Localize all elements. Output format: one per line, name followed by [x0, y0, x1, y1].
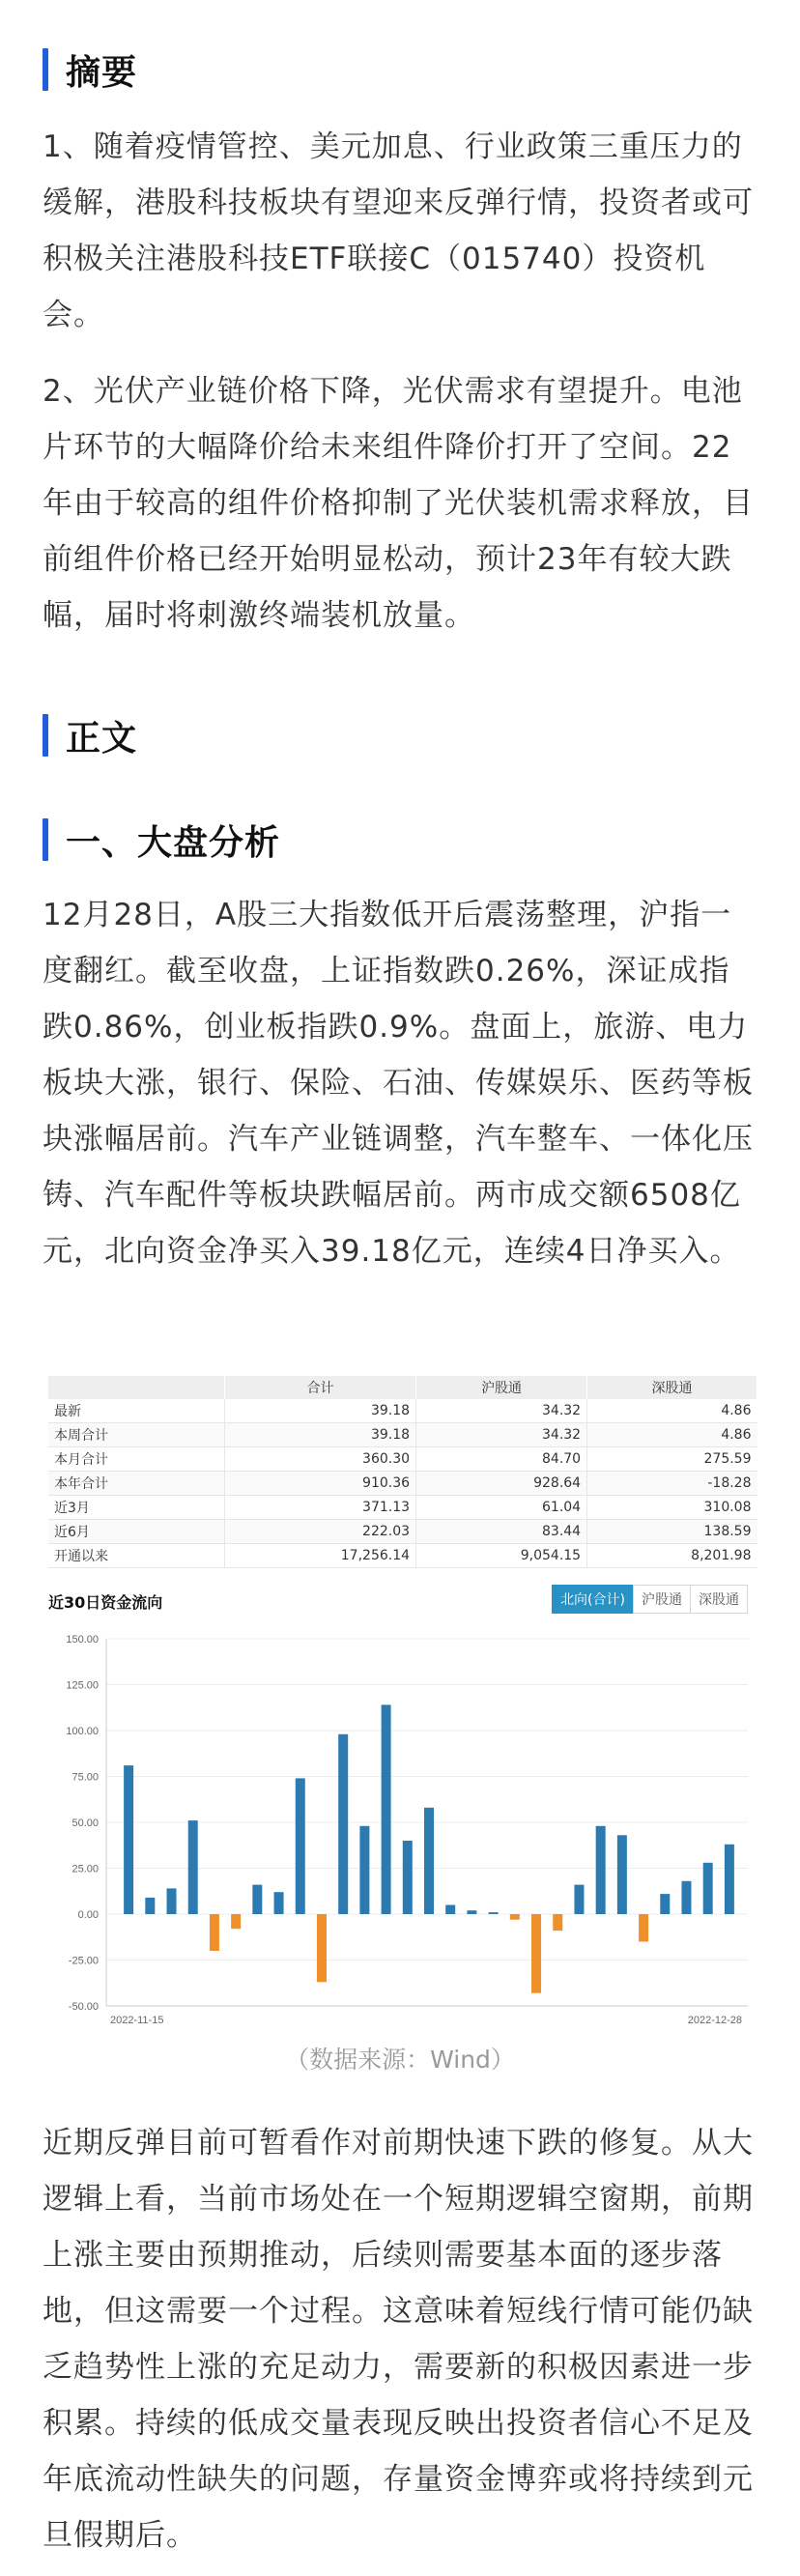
y-tick-label: -25.00: [68, 1955, 99, 1967]
table-row-label: 最新: [48, 1399, 225, 1423]
bar: [231, 1914, 241, 1929]
table-cell: 34.32: [416, 1423, 587, 1447]
northbound-summary-table: [48, 1376, 757, 1568]
table-cell: 928.64: [416, 1472, 587, 1496]
table-cell: 4.86: [587, 1423, 757, 1447]
bar: [596, 1826, 606, 1914]
body-heading-text: 正文: [66, 718, 138, 758]
bar: [424, 1808, 434, 1914]
table-row: [48, 1496, 757, 1520]
bar: [574, 1885, 584, 1914]
bar: [467, 1910, 476, 1914]
table-header: 合计: [225, 1376, 416, 1399]
table-header: [48, 1376, 225, 1399]
market-analysis-heading-text: 一、大盘分析: [66, 822, 281, 863]
table-row: [48, 1447, 757, 1472]
table-cell: 8,201.98: [587, 1544, 757, 1568]
northbound-flow-figure: [43, 1370, 757, 2033]
table-cell: 17,256.14: [225, 1544, 416, 1568]
y-tick-label: 150.00: [66, 1634, 99, 1646]
bar: [445, 1905, 455, 1915]
bar: [639, 1914, 648, 1942]
table-cell: 138.59: [587, 1520, 757, 1544]
table-header: 沪股通: [416, 1376, 587, 1399]
table-row-label: 本年合计: [48, 1472, 225, 1496]
table-cell: 222.03: [225, 1520, 416, 1544]
table-row: [48, 1520, 757, 1544]
y-tick-label: 0.00: [77, 1909, 99, 1921]
table-row-label: 近3月: [48, 1496, 225, 1520]
bar: [124, 1765, 133, 1914]
flow-chart-title: 近30日资金流向: [48, 1593, 163, 1612]
table-row-label: 开通以来: [48, 1544, 225, 1568]
market-analysis-heading: [43, 815, 280, 865]
market-paragraph-1: [43, 887, 757, 1279]
table-body: [48, 1399, 757, 1568]
bar: [681, 1881, 691, 1914]
table-header-row: [48, 1376, 757, 1399]
table-cell: 39.18: [225, 1399, 416, 1423]
table-cell: 84.70: [416, 1447, 587, 1472]
table-cell: 34.32: [416, 1399, 587, 1423]
bar: [359, 1826, 369, 1914]
bar: [510, 1914, 520, 1920]
bar: [382, 1704, 391, 1914]
table-row: [48, 1423, 757, 1447]
table-cell: 83.44: [416, 1520, 587, 1544]
table-cell: 9,054.15: [416, 1544, 587, 1568]
table-cell: 360.30: [225, 1447, 416, 1472]
bar: [725, 1845, 734, 1914]
table-cell: 910.36: [225, 1472, 416, 1496]
market-paragraph-2: [43, 2115, 757, 2563]
table-cell: 61.04: [416, 1496, 587, 1520]
table-header: 深股通: [587, 1376, 757, 1399]
y-tick-label: 75.00: [71, 1771, 99, 1784]
summary-heading: [43, 44, 137, 95]
table-cell: 4.86: [587, 1399, 757, 1423]
bar: [167, 1888, 177, 1914]
flow-tab-0[interactable]: 北向(合计): [552, 1585, 634, 1614]
x-end-label: 2022-12-28: [687, 2015, 742, 2026]
table-cell: 39.18: [225, 1423, 416, 1447]
bar: [553, 1914, 562, 1931]
y-tick-label: -50.00: [68, 2001, 99, 2013]
table-row: [48, 1472, 757, 1496]
bar: [188, 1820, 198, 1914]
heading-accent-bar: [43, 714, 48, 757]
table-cell: -18.28: [587, 1472, 757, 1496]
bar: [296, 1778, 305, 1914]
bar: [703, 1863, 713, 1914]
table-cell: 371.13: [225, 1496, 416, 1520]
bar: [617, 1835, 627, 1914]
bar: [338, 1734, 348, 1914]
flow-tab-2[interactable]: 深股通: [690, 1585, 748, 1614]
bar: [317, 1914, 327, 1982]
table-row: [48, 1544, 757, 1568]
summary-paragraph-1: [43, 119, 757, 343]
table-row-label: 本月合计: [48, 1447, 225, 1472]
northbound-flow-bar-chart: [43, 1619, 757, 2033]
table-row-label: 本周合计: [48, 1423, 225, 1447]
table-cell: 310.08: [587, 1496, 757, 1520]
heading-accent-bar: [43, 818, 48, 861]
table-cell: 275.59: [587, 1447, 757, 1472]
bar: [489, 1912, 499, 1914]
flow-tab-1[interactable]: 沪股通: [633, 1585, 691, 1614]
bar: [403, 1841, 413, 1914]
bar: [274, 1892, 284, 1914]
flow-tabs: [553, 1585, 748, 1614]
summary-paragraph-2: [43, 363, 757, 644]
y-tick-label: 25.00: [71, 1863, 99, 1875]
y-tick-label: 125.00: [66, 1679, 99, 1692]
y-tick-label: 100.00: [66, 1726, 99, 1737]
x-start-label: 2022-11-15: [110, 2015, 164, 2026]
bar: [660, 1894, 670, 1914]
bar: [145, 1898, 155, 1914]
bar: [252, 1885, 262, 1914]
body-heading: [43, 710, 137, 760]
heading-accent-bar: [43, 48, 48, 91]
summary-heading-text: 摘要: [66, 52, 138, 93]
summary-p1-text: 1、随着疫情管控、美元加息、行业政策三重压力的缓解，港股科技板块有望迎来反弹行情，投资者或可积极关注港股科技ETF联接C（015740）投资机会。: [43, 129, 754, 332]
bar: [531, 1914, 541, 1993]
data-source-caption: （数据来源：Wind）: [285, 2046, 515, 2074]
table-row: [48, 1399, 757, 1423]
table-row-label: 近6月: [48, 1520, 225, 1544]
market-p1-text: 12月28日，A股三大指数低开后震荡整理，沪指一度翻红。截至收盘，上证指数跌0.26%，深证成指跌0.86%，创业板指跌0.9%。盘面上，旅游、电力板块大涨，银行、保险、石油、传媒娱乐、医药等板块涨幅居前。汽车产业链调整，汽车整车、一体化压铸、汽车配件等板块跌幅居前。两市成交额6508亿元，北向资金净买入39.18亿元，连续4日净买入。: [43, 898, 754, 1269]
bar: [210, 1914, 219, 1951]
y-tick-label: 50.00: [71, 1818, 99, 1829]
summary-p2-text: 2、光伏产业链价格下降，光伏需求有望提升。电池片环节的大幅降价给未来组件降价打开了空间。22年由于较高的组件价格抑制了光伏装机需求释放，目前组件价格已经开始明显松动，预计23年有较大跌幅，届时将刺激终端装机放量。: [43, 374, 754, 633]
market-p2-text: 近期反弹目前可暂看作对前期快速下跌的修复。从大逻辑上看，当前市场处在一个短期逻辑空窗期，前期上涨主要由预期推动，后续则需要基本面的逐步落地，但这需要一个过程。这意味着短线行情可能仍缺乏趋势性上涨的充足动力，需要新的积极因素进一步积累。持续的低成交量表现反映出投资者信心不足及年底流动性缺失的问题，存量资金博弈或将持续到元旦假期后。: [43, 2126, 754, 2553]
